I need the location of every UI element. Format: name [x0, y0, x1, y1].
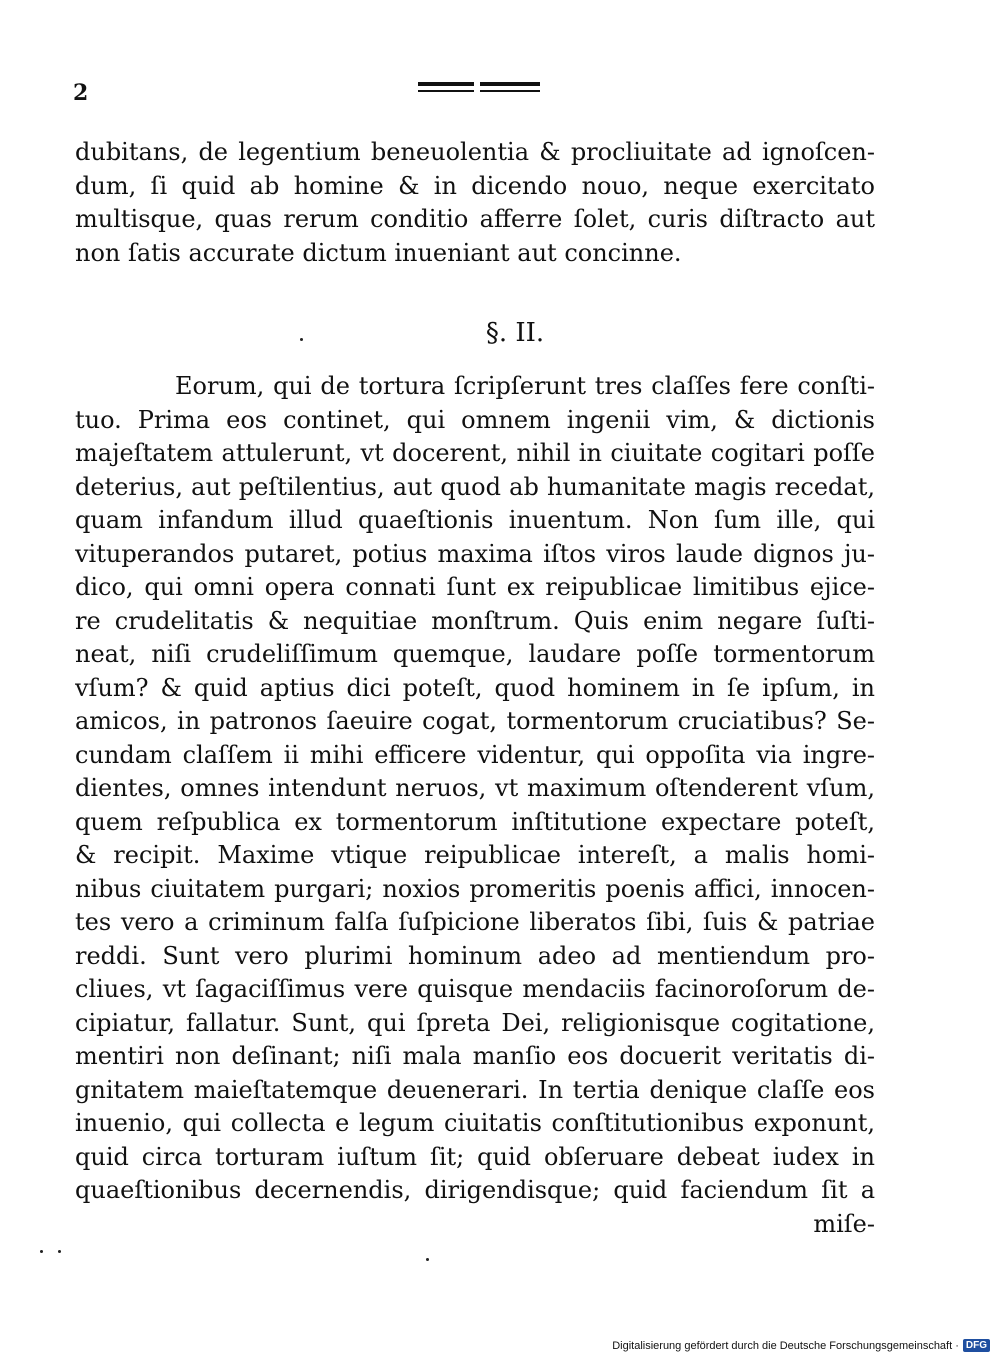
- text-line: dico, qui omni opera connati ſunt ex reipublicae limitibus ejice-: [75, 573, 875, 601]
- text-line: quid circa torturam iuſtum ſit; quid obſeruare debeat iudex in: [75, 1142, 875, 1171]
- paragraph-2: [75, 370, 875, 1241]
- text-line: dubitans, de legentium beneuolentia & procliuitate ad ignoſcen-: [75, 138, 875, 166]
- text-line: vſum? & quid aptius dici poteſt, quod hominem in ſe ipſum, in: [75, 673, 875, 702]
- ornament-rule: [480, 82, 540, 86]
- header-ornament: [418, 82, 540, 98]
- credit-text: Digitalisierung gefördert durch die Deutsche Forschungsgemeinschaft ·: [612, 1339, 959, 1352]
- text-line: cipiatur, fallatur. Sunt, qui ſpreta Dei, religionisque cogitatione,: [75, 1008, 875, 1037]
- digitization-credit: [612, 1339, 990, 1352]
- page-number: 2: [73, 80, 89, 106]
- text-line: tes vero a criminum falſa ſuſpicione liberatos ſibi, ſuis & patriae: [75, 908, 875, 936]
- text-line: nibus ciuitatem purgari; noxios promeritis poenis affici, innocen-: [75, 874, 875, 903]
- text-line: dum, ſi quid ab homine & in dicendo nouo, neque exercitato: [75, 171, 875, 200]
- text-line: vituperandos putaret, potius maxima iſtos viros laude dignos ju-: [75, 539, 875, 568]
- text-line: dientes, omnes intendunt neruos, vt maximum oſtenderent vſum,: [75, 774, 875, 802]
- text-line: inuenio, qui collecta e legum ciuitatis conſtitutionibus exponunt,: [75, 1109, 875, 1137]
- text-line: quam infandum illud quaeſtionis inuentum. Non ſum ille, qui: [75, 506, 875, 534]
- text-line: majeſtatem attulerunt, vt docerent, nihil in ciuitate cogitari poſſe: [75, 439, 875, 467]
- text-line: quem reſpublica ex tormentorum inſtitutione expectare poteſt,: [75, 807, 875, 836]
- text-line: non ſatis accurate dictum inueniant aut concinne.: [75, 238, 682, 267]
- text-line: cundam claſſem ii mihi efficere videntur, qui oppoſita via ingre-: [75, 740, 875, 769]
- catchword: miſe-: [813, 1209, 875, 1238]
- text-line: tuo. Prima eos continet, qui omnem ingenii vim, & dictionis: [75, 405, 875, 434]
- text-line: multisque, quas rerum conditio afferre ſolet, curis diſtracto aut: [75, 205, 875, 233]
- text-line: reddi. Sunt vero plurimi hominum adeo ad mentiendum pro-: [75, 941, 875, 970]
- text-line: gnitatem maieſtatemque deuenerari. In tertia denique claſſe eos: [75, 1075, 875, 1104]
- text-line: & recipit. Maxime vtique reipublicae intereſt, a malis homi-: [75, 841, 875, 869]
- text-line: mentiri non deſinant; niſi mala manſio eos docuerit veritatis di-: [75, 1042, 875, 1070]
- scan-speck: [58, 1250, 61, 1253]
- section-heading: [0, 318, 1000, 348]
- ornament-rule: [480, 90, 540, 92]
- text-line: Eorum, qui de tortura ſcripſerunt tres claſſes fere conſti-: [175, 372, 875, 400]
- ornament-rule: [418, 82, 474, 86]
- ornament-rule: [418, 90, 474, 92]
- dfg-logo: DFG: [963, 1339, 990, 1352]
- scan-speck: [300, 338, 303, 341]
- scan-speck: [40, 1250, 43, 1253]
- text-line: neat, niſi crudeliſſimum quemque, laudare poſſe tormentorum: [75, 640, 875, 668]
- paragraph-1: [75, 136, 875, 270]
- text-line: re crudelitatis & nequitiae monſtrum. Quis enim negare ſuſti-: [75, 606, 875, 635]
- section-heading-text: §. II.: [485, 318, 545, 348]
- text-line: quaeſtionibus decernendis, dirigendisque; quid faciendum ſit a: [75, 1176, 875, 1204]
- text-line: amicos, in patronos ſaeuire cogat, tormentorum cruciatibus? Se-: [75, 707, 875, 735]
- scan-speck: [426, 1258, 429, 1261]
- text-line: deterius, aut peſtilentius, aut quod ab humanitate magis recedat,: [75, 472, 875, 501]
- text-line: cliues, vt ſagaciſſimus vere quisque mendaciis facinoroſorum de-: [75, 975, 875, 1003]
